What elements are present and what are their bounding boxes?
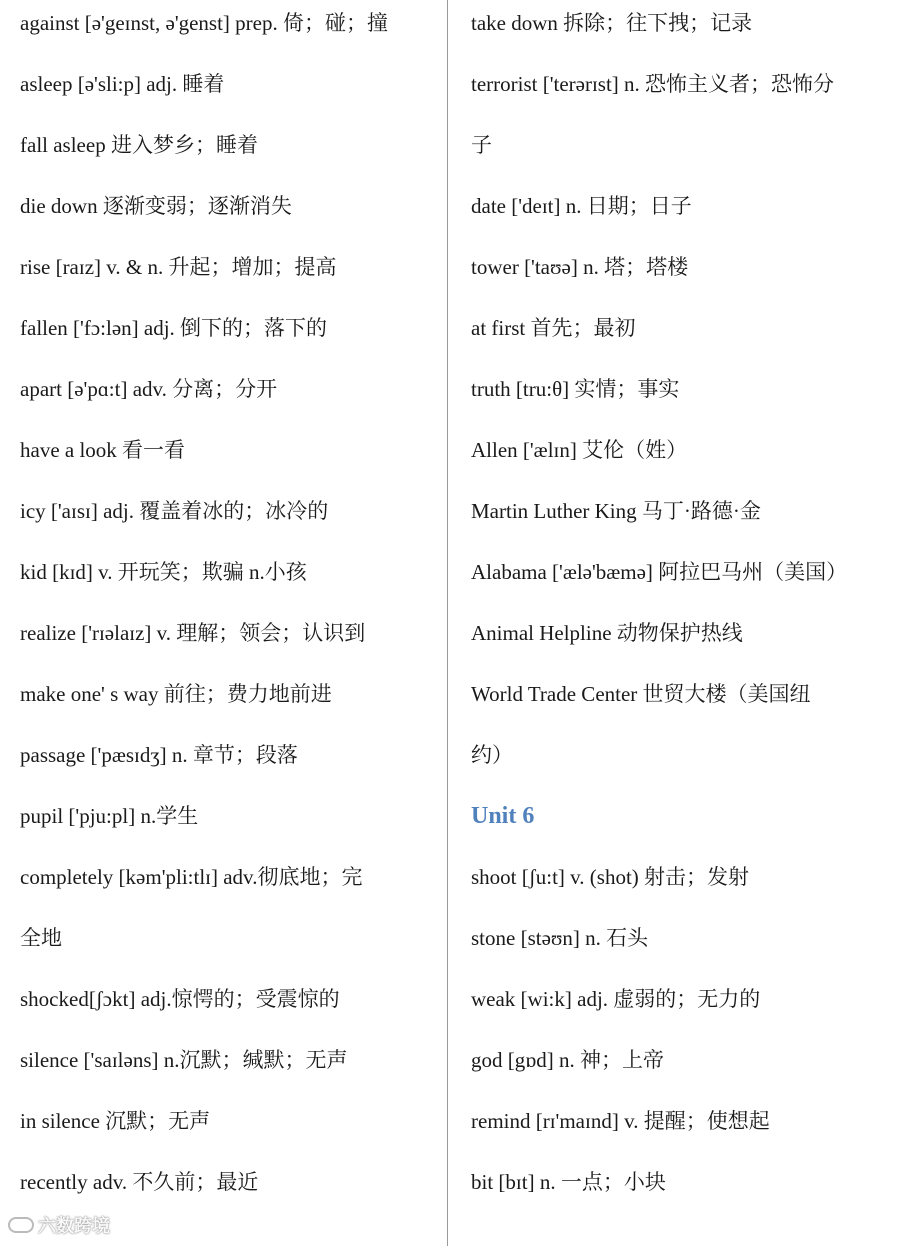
vocab-entry: recently adv. 不久前；最近 bbox=[20, 1170, 259, 1194]
vocab-entry: tower ['taʊə] n. 塔；塔楼 bbox=[471, 255, 689, 279]
vocab-entry: completely [kəm'pli:tlɪ] adv.彻底地；完 bbox=[20, 865, 363, 889]
vocab-entry: rise [raɪz] v. & n. 升起；增加；提高 bbox=[20, 255, 337, 279]
vocab-entry: remind [rɪ'maɪnd] v. 提醒；使想起 bbox=[471, 1109, 770, 1133]
vocab-entry: god [gɒd] n. 神；上帝 bbox=[471, 1048, 664, 1072]
vocab-entry: asleep [ə'sli:p] adj. 睡着 bbox=[20, 72, 225, 96]
vocab-entry: pupil ['pju:pl] n.学生 bbox=[20, 804, 199, 828]
vocab-entry: icy ['aɪsɪ] adj. 覆盖着冰的；冰冷的 bbox=[20, 499, 329, 523]
vocab-entry: at first 首先；最初 bbox=[471, 316, 636, 340]
vocab-entry: make one' s way 前往；费力地前进 bbox=[20, 682, 332, 706]
left-column bbox=[20, 0, 440, 1220]
vocab-entry: have a look 看一看 bbox=[20, 438, 186, 462]
vocab-entry: fall asleep 进入梦乡；睡着 bbox=[20, 133, 258, 157]
vocab-entry: kid [kɪd] v. 开玩笑；欺骗 n.小孩 bbox=[20, 560, 307, 584]
vocab-entry: World Trade Center 世贸大楼（美国纽 bbox=[471, 682, 811, 706]
vocab-entry: Animal Helpline 动物保护热线 bbox=[471, 621, 743, 645]
vocab-entry: shoot [ʃu:t] v. (shot) 射击；发射 bbox=[471, 865, 750, 889]
vocab-entry-continuation: 全地 bbox=[20, 926, 62, 950]
vocab-entry: truth [tru:θ] 实情；事实 bbox=[471, 377, 680, 401]
watermark-text: 六数跨境 bbox=[38, 1216, 110, 1237]
vocab-entry: silence ['saɪləns] n.沉默；缄默；无声 bbox=[20, 1048, 348, 1072]
vocab-entry: die down 逐渐变弱；逐渐消失 bbox=[20, 194, 292, 218]
vocab-entry: date ['deɪt] n. 日期；日子 bbox=[471, 194, 692, 218]
vocab-entry: weak [wi:k] adj. 虚弱的；无力的 bbox=[471, 987, 761, 1011]
vocab-entry-continuation: 约） bbox=[471, 743, 513, 767]
vocab-entry: Allen ['ælɪn] 艾伦（姓） bbox=[471, 438, 688, 462]
vocab-entry: passage ['pæsɪdʒ] n. 章节；段落 bbox=[20, 743, 298, 767]
vocab-entry: in silence 沉默；无声 bbox=[20, 1109, 211, 1133]
vocab-entry: stone [stəʊn] n. 石头 bbox=[471, 926, 649, 950]
vocab-entry: shocked[ʃɔkt] adj.惊愕的；受震惊的 bbox=[20, 987, 340, 1011]
vocab-entry: apart [ə'pɑ:t] adv. 分离；分开 bbox=[20, 377, 278, 401]
vocab-entry: bit [bɪt] n. 一点；小块 bbox=[471, 1170, 666, 1194]
unit-heading: Unit 6 bbox=[471, 803, 535, 829]
vocab-entry: take down 拆除；往下拽；记录 bbox=[471, 11, 753, 35]
vocab-entry: Alabama ['ælə'bæmə] 阿拉巴马州（美国） bbox=[471, 560, 848, 584]
watermark-logo-icon bbox=[8, 1217, 34, 1233]
vocab-entry: fallen ['fɔ:lən] adj. 倒下的；落下的 bbox=[20, 316, 328, 340]
vocab-entry: realize ['rɪəlaɪz] v. 理解；领会；认识到 bbox=[20, 621, 366, 645]
vocab-entry-continuation: 子 bbox=[471, 133, 492, 157]
column-divider bbox=[447, 0, 448, 1246]
vocab-entry: terrorist ['terərɪst] n. 恐怖主义者；恐怖分 bbox=[471, 72, 835, 96]
vocab-entry: Martin Luther King 马丁·路德·金 bbox=[471, 499, 761, 523]
right-column bbox=[471, 0, 891, 1220]
watermark bbox=[8, 1212, 110, 1238]
vocab-entry: against [ə'geɪnst, ə'genst] prep. 倚；碰；撞 bbox=[20, 11, 388, 35]
